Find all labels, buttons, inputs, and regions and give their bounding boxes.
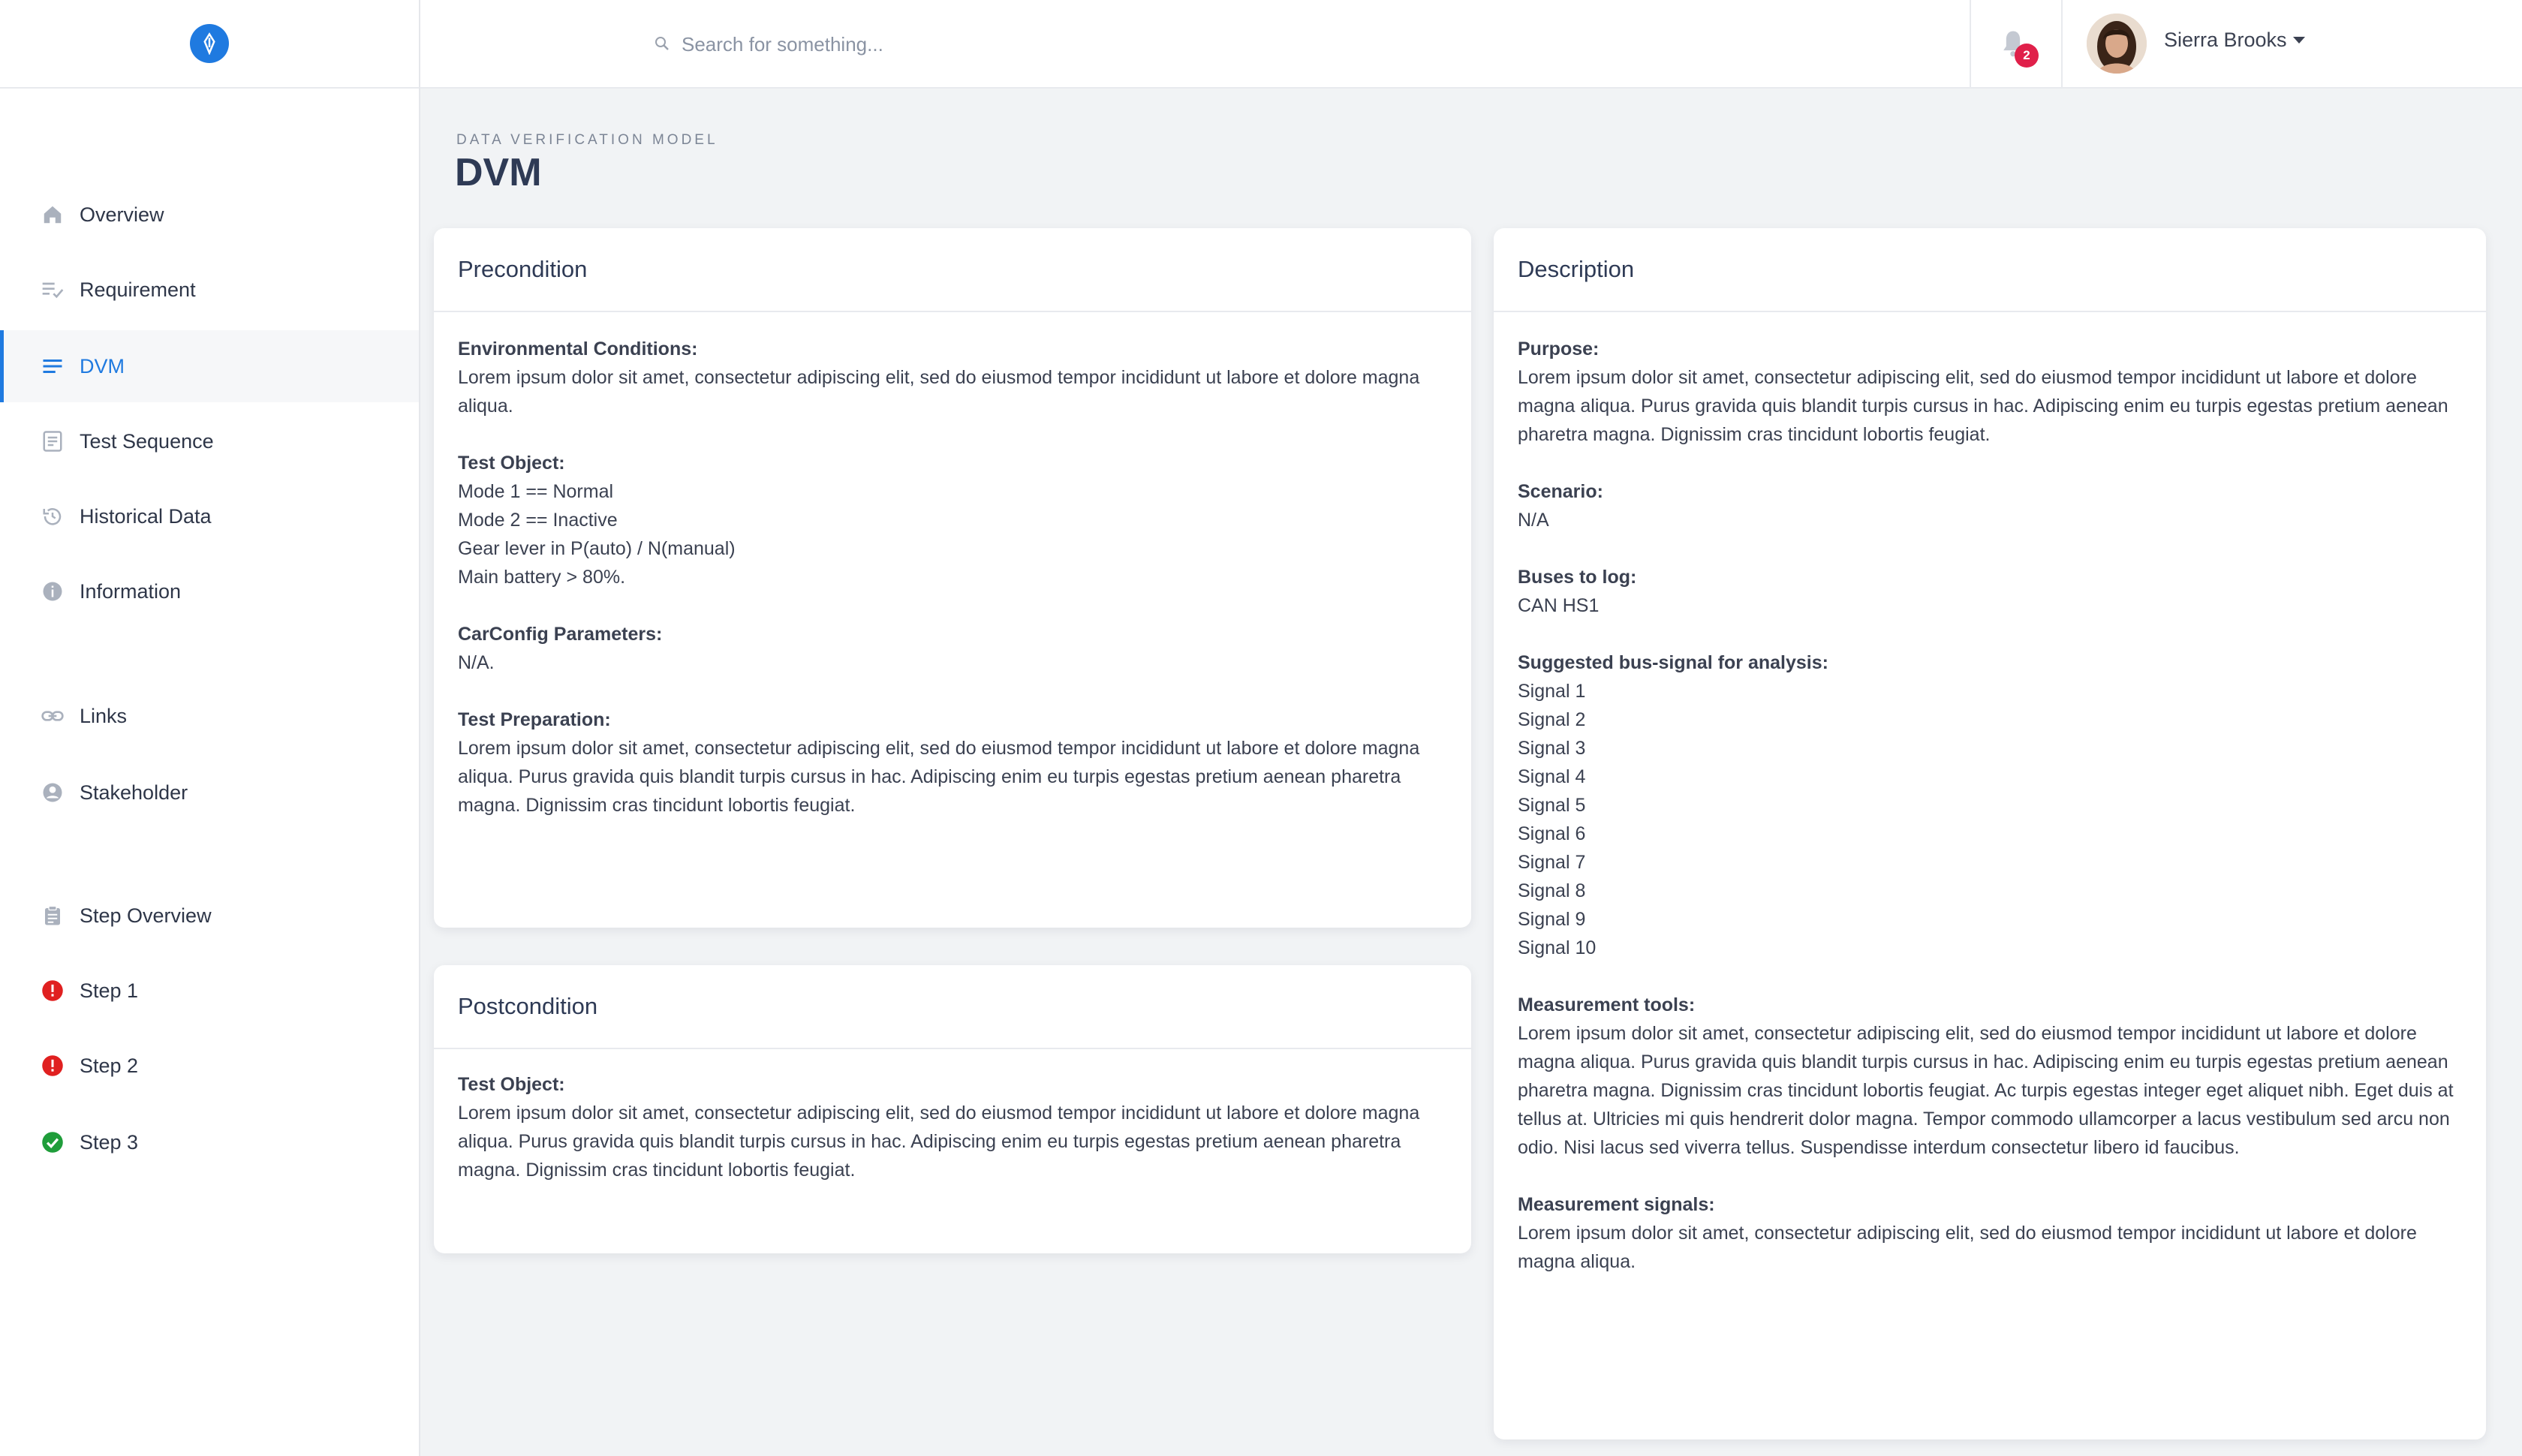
sidebar-item-label: Test Sequence bbox=[80, 429, 214, 453]
card-title: Precondition bbox=[434, 228, 1471, 312]
sidebar-item-step-1[interactable] bbox=[0, 955, 419, 1027]
checklist-icon bbox=[41, 278, 65, 302]
topbar bbox=[420, 0, 2522, 89]
sidebar bbox=[0, 0, 420, 1456]
list-item: Mode 1 == Normal bbox=[458, 481, 614, 502]
list-item: Mode 2 == Inactive bbox=[458, 510, 618, 531]
home-icon bbox=[41, 203, 65, 227]
sidebar-item-historical-data[interactable] bbox=[0, 480, 419, 552]
user-name: Sierra Brooks bbox=[2164, 29, 2287, 51]
list-item: Signal 6 bbox=[1518, 823, 1586, 844]
brand-logo-icon[interactable] bbox=[190, 24, 229, 63]
sidebar-item-overview[interactable] bbox=[0, 179, 419, 251]
sidebar-item-label: Historical Data bbox=[80, 504, 212, 528]
list-icon bbox=[41, 354, 65, 378]
topbar-divider bbox=[2061, 0, 2063, 89]
list-item: Signal 8 bbox=[1518, 880, 1586, 901]
sidebar-item-dvm[interactable] bbox=[0, 330, 419, 402]
section-label: Scenario: bbox=[1518, 481, 1603, 502]
sidebar-item-label: Stakeholder bbox=[80, 781, 188, 804]
history-icon bbox=[41, 504, 65, 528]
sidebar-item-label: Step 1 bbox=[80, 979, 139, 1002]
list-item: Signal 7 bbox=[1518, 852, 1586, 873]
document-icon bbox=[41, 429, 65, 453]
list-item: Gear lever in P(auto) / N(manual) bbox=[458, 538, 736, 559]
purpose-section bbox=[1518, 335, 2462, 449]
sidebar-item-label: Step Overview bbox=[80, 904, 212, 927]
topbar-divider bbox=[1970, 0, 1971, 89]
test-preparation-section bbox=[458, 705, 1447, 820]
environmental-conditions-section bbox=[458, 335, 1447, 420]
section-label: Suggested bus-signal for analysis: bbox=[1518, 652, 1828, 673]
scenario-section bbox=[1518, 477, 2462, 534]
sidebar-item-requirement[interactable] bbox=[0, 254, 419, 326]
list-item: Main battery > 80%. bbox=[458, 567, 626, 588]
sidebar-item-step-2[interactable] bbox=[0, 1030, 419, 1102]
section-text: Lorem ipsum dolor sit amet, consectetur adipiscing elit, sed do eiusmod tempor incididunt ut labore et dolore magna aliqua. Purus gravida quis blandit turpis cursus in hac. Adipiscing enim eu turpis egestas pretium aenean pharetra magna. Dignissim cras tincidunt lobortis feugiat. bbox=[458, 738, 1420, 816]
list-item: Signal 3 bbox=[1518, 738, 1586, 759]
chevron-down-icon bbox=[2293, 37, 2305, 44]
card-body bbox=[1494, 312, 2486, 1276]
card-title: Description bbox=[1494, 228, 2486, 312]
sidebar-item-label: Requirement bbox=[80, 278, 196, 301]
list-item: Signal 10 bbox=[1518, 937, 1597, 958]
sidebar-item-label: DVM bbox=[80, 354, 125, 378]
test-object-section bbox=[458, 1070, 1447, 1184]
sidebar-item-label: Overview bbox=[80, 203, 164, 226]
sidebar-item-label: Step 2 bbox=[80, 1054, 139, 1077]
section-label: Test Object: bbox=[458, 453, 565, 474]
section-text: Lorem ipsum dolor sit amet, consectetur adipiscing elit, sed do eiusmod tempor incididunt ut labore et dolore magna aliqua. bbox=[1518, 1223, 2417, 1272]
section-text: Lorem ipsum dolor sit amet, consectetur adipiscing elit, sed do eiusmod tempor incididunt ut labore et dolore magna aliqua. bbox=[458, 367, 1420, 417]
sidebar-item-test-sequence[interactable] bbox=[0, 405, 419, 477]
section-text: Lorem ipsum dolor sit amet, consectetur adipiscing elit, sed do eiusmod tempor incididunt ut labore et dolore magna aliqua. Purus gravida quis blandit turpis cursus in hac. Adipiscing enim eu turpis egestas pretium aenean pharetra magna. Dignissim cras tincidunt lobortis feugiat. Ac turpis egestas integer eget aliquet nibh. Eget duis at tellus at. Ultricies mi quis hendrerit dolor magna. Tempor commodo ullamcorper a lacus vestibulum sed arcu non odio. Nisi lacus sed viverra tellus. Suspendisse interdum consectetur libero id faucibus. bbox=[1518, 1023, 2454, 1158]
sidebar-item-step-3[interactable] bbox=[0, 1106, 419, 1178]
error-icon bbox=[41, 979, 65, 1003]
description-card bbox=[1494, 228, 2486, 1439]
section-label: Environmental Conditions: bbox=[458, 338, 698, 359]
section-text: CAN HS1 bbox=[1518, 595, 1600, 616]
list-item: Signal 1 bbox=[1518, 681, 1586, 702]
sidebar-item-label: Information bbox=[80, 579, 182, 603]
user-circle-icon bbox=[41, 781, 65, 805]
measurement-tools-section bbox=[1518, 991, 2462, 1162]
signals-section bbox=[1518, 648, 2462, 962]
check-circle-icon bbox=[41, 1130, 65, 1154]
card-body bbox=[434, 312, 1471, 820]
section-text: N/A bbox=[1518, 510, 1549, 531]
clipboard-icon bbox=[41, 904, 65, 928]
sidebar-item-information[interactable] bbox=[0, 555, 419, 627]
measurement-signals-section bbox=[1518, 1190, 2462, 1276]
list-item: Signal 2 bbox=[1518, 709, 1586, 730]
sidebar-item-links[interactable] bbox=[0, 680, 419, 752]
section-text: Lorem ipsum dolor sit amet, consectetur adipiscing elit, sed do eiusmod tempor incididunt ut labore et dolore magna aliqua. Purus gravida quis blandit turpis cursus in hac. Adipiscing enim eu turpis egestas pretium aenean pharetra magna. Dignissim cras tincidunt lobortis feugiat. bbox=[458, 1103, 1420, 1181]
sidebar-item-label: Links bbox=[80, 704, 128, 727]
list-item: Signal 9 bbox=[1518, 909, 1586, 930]
page-eyebrow: DATA VERIFICATION MODEL bbox=[456, 132, 718, 148]
sidebar-item-stakeholder[interactable] bbox=[0, 757, 419, 829]
info-icon bbox=[41, 579, 65, 603]
link-icon bbox=[41, 704, 65, 728]
sidebar-item-label: Step 3 bbox=[80, 1130, 139, 1154]
test-object-section bbox=[458, 449, 1447, 591]
avatar[interactable] bbox=[2087, 14, 2147, 74]
card-body bbox=[434, 1049, 1471, 1184]
sidebar-brand bbox=[0, 0, 419, 89]
section-label: Purpose: bbox=[1518, 338, 1600, 359]
error-icon bbox=[41, 1054, 65, 1078]
sidebar-item-step-overview[interactable] bbox=[0, 880, 419, 952]
list-item: Signal 5 bbox=[1518, 795, 1586, 816]
search-icon bbox=[653, 35, 673, 54]
section-label: CarConfig Parameters: bbox=[458, 624, 663, 645]
postcondition-card bbox=[434, 965, 1471, 1253]
section-text: Lorem ipsum dolor sit amet, consectetur adipiscing elit, sed do eiusmod tempor incididunt ut labore et dolore magna aliqua. Purus gravida quis blandit turpis cursus in hac. Adipiscing enim eu turpis egestas pretium aenean pharetra magna. Dignissim cras tincidunt lobortis feugiat. bbox=[1518, 367, 2448, 445]
search-input[interactable] bbox=[682, 33, 1297, 56]
notification-badge: 2 bbox=[2015, 44, 2039, 68]
section-label: Test Preparation: bbox=[458, 709, 611, 730]
section-label: Measurement signals: bbox=[1518, 1194, 1715, 1215]
page-title: DVM bbox=[455, 151, 542, 194]
card-title: Postcondition bbox=[434, 965, 1471, 1049]
search-bar bbox=[653, 27, 1329, 62]
section-label: Buses to log: bbox=[1518, 567, 1637, 588]
section-label: Measurement tools: bbox=[1518, 994, 1696, 1015]
section-text: N/A. bbox=[458, 652, 495, 673]
user-menu[interactable] bbox=[2164, 29, 2305, 52]
precondition-card bbox=[434, 228, 1471, 928]
carconfig-section bbox=[458, 620, 1447, 677]
section-label: Test Object: bbox=[458, 1074, 565, 1095]
list-item: Signal 4 bbox=[1518, 766, 1586, 787]
buses-section bbox=[1518, 563, 2462, 620]
